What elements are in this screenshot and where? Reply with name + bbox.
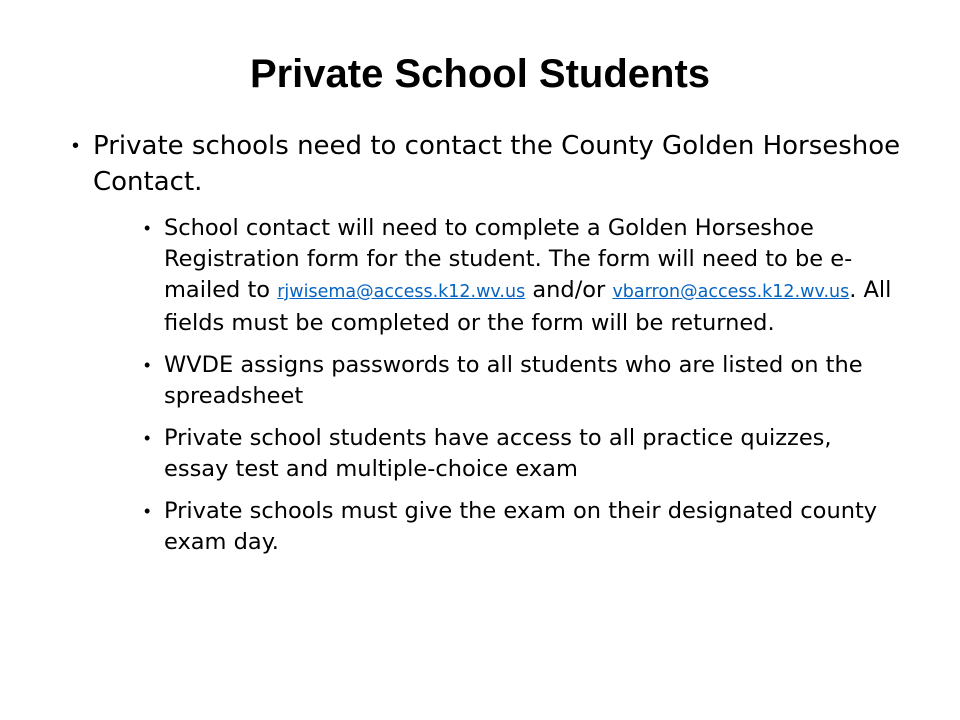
passwords-text: WVDE assigns passwords to all students who are listed on the spreadsheet (164, 352, 863, 409)
sub-bullet-list (93, 213, 902, 558)
bullet-list (72, 128, 902, 558)
main-bullet-text: Private schools need to contact the County Golden Horseshoe Contact. (93, 131, 901, 197)
sub-bullet-exam-day (144, 496, 902, 558)
sub-bullet-registration (144, 213, 902, 339)
email-link-rjwisema[interactable]: rjwisema@access.k12.wv.us (277, 282, 526, 302)
bullet-icon: • (72, 135, 80, 157)
slide-title: Private School Students (249, 52, 711, 96)
and-or-text: and/or (532, 277, 606, 303)
registration-text: School contact will need to complete a Golden Horseshoe Registration form for the student. The form will need to be e-mailed to (164, 215, 853, 303)
main-bullet-item (72, 128, 902, 558)
sub-bullet-access (144, 423, 902, 485)
bullet-icon: • (144, 355, 151, 375)
slide-body (72, 128, 902, 569)
sub-bullet-passwords (144, 350, 902, 412)
exam-day-text: Private schools must give the exam on their designated county exam day. (164, 498, 878, 555)
access-text: Private school students have access to all practice quizzes, essay test and multiple-choice exam (164, 425, 832, 482)
bullet-icon: • (144, 428, 151, 448)
bullet-icon: • (144, 218, 151, 238)
email-link-vbarron[interactable]: vbarron@access.k12.wv.us (612, 282, 850, 302)
bullet-icon: • (144, 501, 151, 521)
registration-tail-text: . All fields must be completed or the form will be returned. (164, 277, 892, 336)
